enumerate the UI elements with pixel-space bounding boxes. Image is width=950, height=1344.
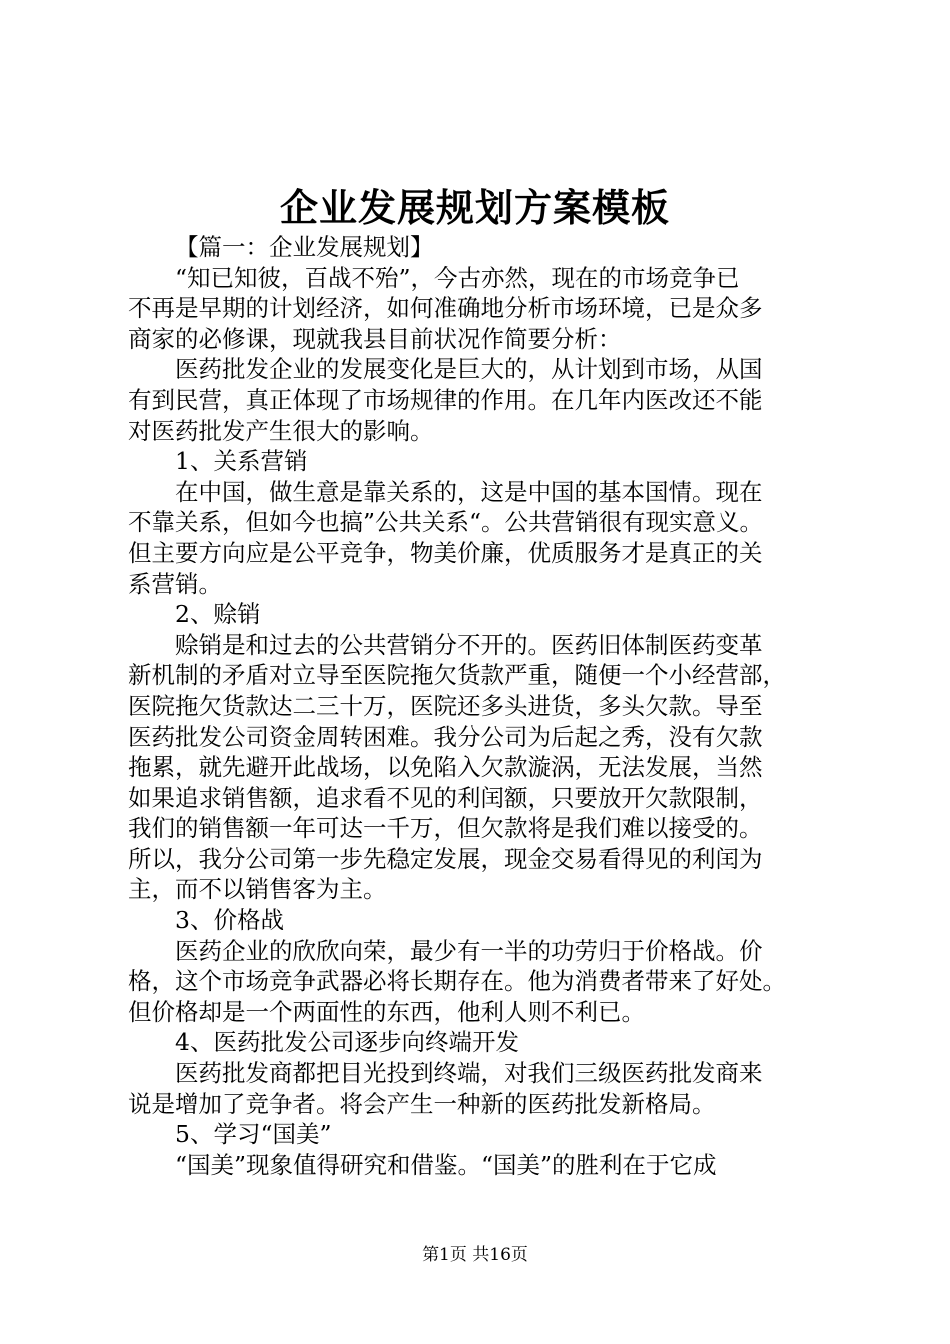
text-line: 1、关系营销 <box>175 447 308 476</box>
text-line: 医药企业的欣欣向荣，最少有一半的功劳归于价格战。价 <box>175 936 763 965</box>
text-line: 医院拖欠货款达二三十万，医院还多头进货，多头欠款。导至 <box>128 691 763 720</box>
text-line: 说是增加了竞争者。将会产生一种新的医药批发新格局。 <box>128 1089 716 1118</box>
text-line: 赊销是和过去的公共营销分不开的。医药旧体制医药变革 <box>175 630 763 659</box>
text-line: 不再是早期的计划经济，如何准确地分析市场环境，已是众多 <box>128 294 763 323</box>
page-footer: 第1页 共16页 <box>422 1245 528 1265</box>
text-line: 【篇一：企业发展规划】 <box>175 233 434 261</box>
text-line: 所以，我分公司第一步先稳定发展，现金交易看得见的利闰为 <box>128 844 763 873</box>
text-line: 但主要方向应是公平竞争，物美价廉，优质服务才是真正的关 <box>128 538 763 567</box>
text-line: 我们的销售额一年可达一千万，但欠款将是我们难以接受的。 <box>128 814 763 843</box>
text-line: “国美”现象值得研究和借鉴。“国美”的胜利在于它成 <box>175 1150 717 1179</box>
text-line: 不靠关系，但如今也搞”公共关系“。公共营销很有现实意义。 <box>128 508 764 537</box>
text-line: 主，而不以销售客为主。 <box>128 875 387 904</box>
text-line: 如果追求销售额，追求看不见的利闰额，只要放开欠款限制， <box>128 783 763 812</box>
text-line: 有到民营，真正体现了市场规律的作用。在几年内医改还不能 <box>128 385 763 414</box>
text-line: 系营销。 <box>128 569 222 598</box>
text-line: “知已知彼，百战不殆”，今古亦然，现在的市场竞争已 <box>175 263 740 292</box>
text-line: 5、学习“国美” <box>175 1120 332 1149</box>
text-line: 医药批发商都把目光投到终端，对我们三级医药批发商来 <box>175 1059 763 1088</box>
text-line: 医药批发公司资金周转困难。我分公司为后起之秀，没有欠款 <box>128 722 763 751</box>
text-line: 格，这个市场竞争武器必将长期存在。他为消费者带来了好处。 <box>128 967 786 996</box>
text-line: 4、医药批发公司逐步向终端开发 <box>175 1028 519 1057</box>
text-line: 2、赊销 <box>175 600 261 629</box>
text-line: 拖累，就先避开此战场，以免陷入欠款漩涡，无法发展，当然 <box>128 753 763 782</box>
text-line: 新机制的矛盾对立导至医院拖欠货款严重，随便一个小经营部， <box>128 661 786 690</box>
text-line: 但价格却是一个两面性的东西，他利人则不利已。 <box>128 997 645 1026</box>
text-line: 在中国，做生意是靠关系的，这是中国的基本国情。现在 <box>175 477 763 506</box>
document-title: 企业发展规划方案模板 <box>279 185 670 230</box>
document-body <box>128 232 838 1180</box>
text-line: 医药批发企业的发展变化是巨大的，从计划到市场，从国 <box>175 355 763 384</box>
text-line: 对医药批发产生很大的影响。 <box>128 416 434 445</box>
text-line: 3、价格战 <box>175 906 284 935</box>
text-line: 商家的必修课，现就我县目前状况作简要分析： <box>128 324 622 353</box>
